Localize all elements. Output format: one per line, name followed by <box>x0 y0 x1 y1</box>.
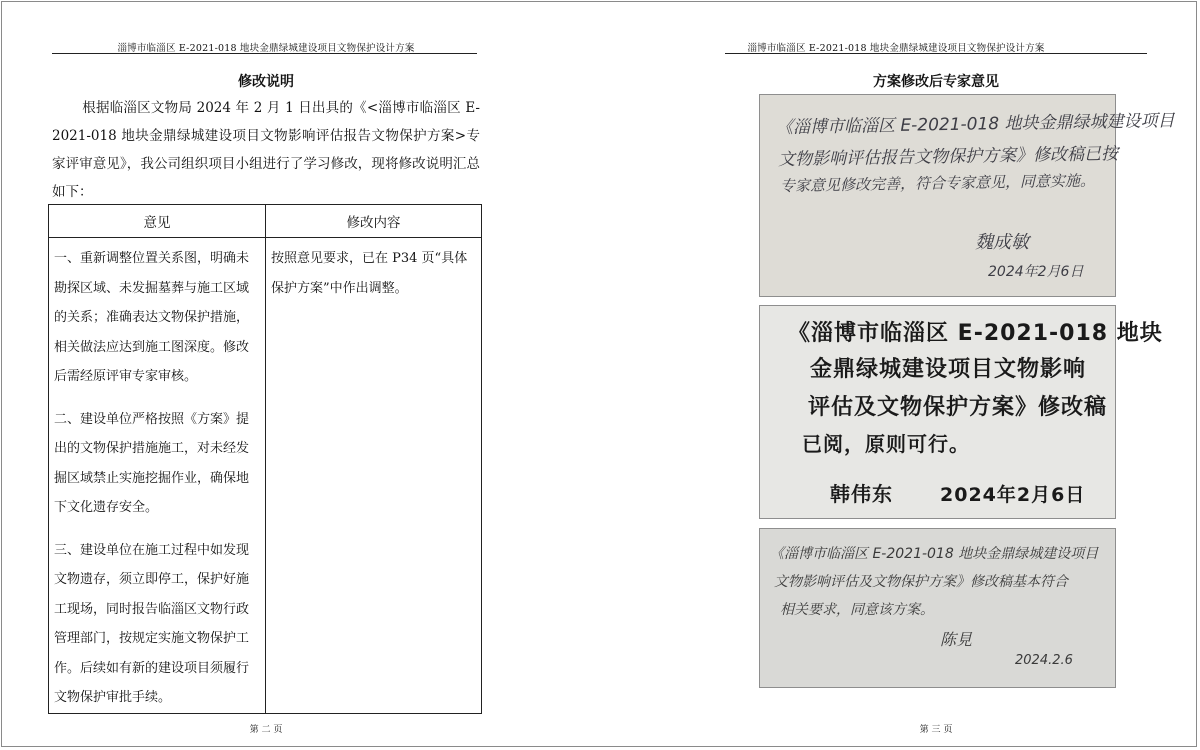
signature-date: 2024.2.6 <box>1015 653 1073 668</box>
expert-opinion-photo-3 <box>759 528 1116 688</box>
revision-response: 按照意见要求，已在 P34 页“具体保护方案”中作出调整。 <box>271 251 468 296</box>
handwriting-line: 专家意见修改完善，符合专家意见，同意实施。 <box>779 171 1096 195</box>
page-number: 第 三 页 <box>919 725 953 735</box>
handwriting-line: 文物影响评估及文物保护方案》修改稿基本符合 <box>774 574 1068 590</box>
header-revision: 修改内容 <box>266 205 482 238</box>
revision-table <box>48 204 482 714</box>
opinion-item-2: 二、建设单位严格按照《方案》提出的文物保护措施施工，对未经发掘区域禁止实施挖掘作业，确保地下文化遗存安全。 <box>54 411 250 515</box>
handwriting-line: 金鼎绿城建设项目文物影响 <box>810 357 1087 382</box>
handwriting-line: 已阅，原则可行。 <box>802 432 970 456</box>
page-title: 方案修改后专家意见 <box>873 74 999 90</box>
running-header: 淄博市临淄区 E-2021-018 地块金鼎绿城建设项目文物保护设计方案 <box>117 43 415 54</box>
page-title: 修改说明 <box>238 74 294 90</box>
opinion-item-1: 一、重新调整位置关系图，明确未勘探区域、未发掘墓葬与施工区域的关系；准确表达文物保护措施，相关做法应达到施工图深度。修改后需经原评审专家审核。 <box>54 251 250 384</box>
handwriting-line: 《淄博市临淄区 E-2021-018 地块金鼎绿城建设项目 <box>770 546 1099 562</box>
expert-opinion-photo-1 <box>759 94 1175 297</box>
handwriting-line: 《淄博市临淄区 E-2021-018 地块金鼎绿城建设项目 <box>775 111 1175 138</box>
expert-opinion-photo-2 <box>759 305 1163 519</box>
opinion-cell <box>49 238 266 714</box>
signature: 韩伟东 <box>830 482 893 506</box>
signature-date: 2024年2月6日 <box>940 484 1086 506</box>
revision-cell <box>266 238 482 714</box>
running-header: 淄博市临淄区 E-2021-018 地块金鼎绿城建设项目文物保护设计方案 <box>747 43 1045 54</box>
header-opinion: 意见 <box>49 205 266 238</box>
handwriting-line: 文物影响评估报告文物保护方案》修改稿已按 <box>777 144 1119 170</box>
opinion-item-3: 三、建设单位在施工过程中如发现文物遗存，须立即停工，保护好施工现场，同时报告临淄区文物行政管理部门，按规定实施文物保护工作。后续如有新的建设项目须履行文物保护审批手续。 <box>54 542 250 705</box>
handwriting-line: 相关要求，同意该方案。 <box>780 602 934 618</box>
header-rule <box>725 53 1147 54</box>
page-number: 第 二 页 <box>249 725 283 735</box>
signature: 陈見 <box>940 630 973 649</box>
handwriting-line: 《淄博市临淄区 E-2021-018 地块 <box>788 321 1163 346</box>
intro-text: 根据临淄区文物局 2024 年 2 月 1 日出具的《<淄博市临淄区 E-2021-018 地块金鼎绿城建设项目文物影响评估报告文物保护方案>专家评审意见》，我公司组织项目小组进行了学习修改，现将修改说明汇总如下： <box>52 100 480 200</box>
header-rule <box>52 53 477 54</box>
page-three <box>600 0 1200 750</box>
signature: 魏成敏 <box>975 232 1029 253</box>
handwriting-line: 评估及文物保护方案》修改稿 <box>808 395 1108 420</box>
signature-date: 2024年2月6日 <box>988 264 1084 280</box>
intro-paragraph <box>52 94 480 206</box>
